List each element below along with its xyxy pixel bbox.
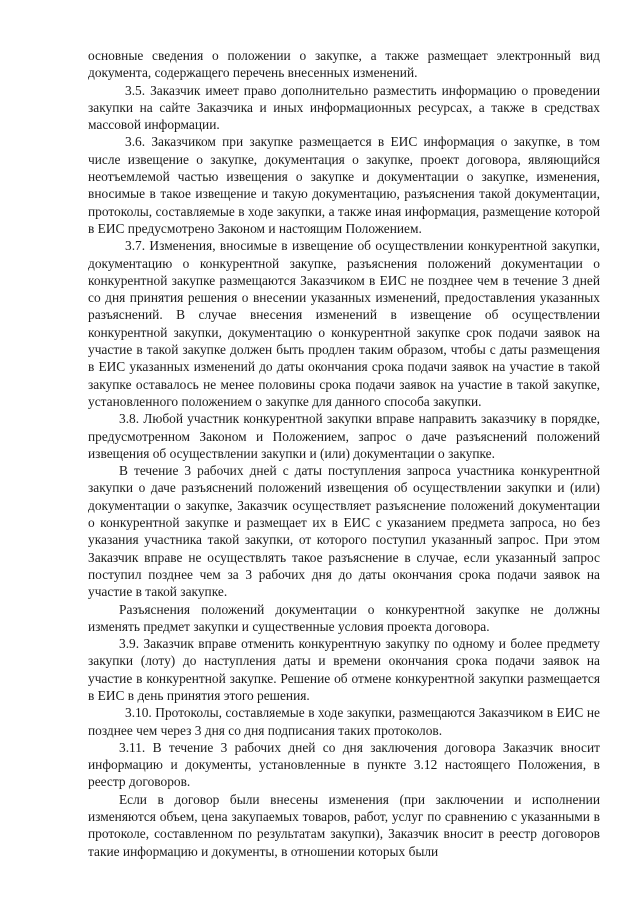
paragraph-contract-changes: Если в договор были внесены изменения (при заключении и исполнении изменяются объем, цена закупаемых товаров, работ, услуг по сравнению с указанными в протоколе, составленном по результатам закупки), Заказчик вносит в реестр договоров такие информацию и документы, в отношении которых были [88,791,600,859]
paragraph-3-7: 3.7. Изменения, вносимые в извещение об осуществлении конкурентной закупки, документацию о конкурентной закупке, разъяснения положений документации о конкурентной закупке размещаются Заказчиком в ЕИС не позднее чем в течение 3 дней со дня принятия решения о внесении указанных изменений, предоставления указанных разъяснений. В случае внесения изменений в извещение об осуществлении конкурентной закупки, документацию о конкурентной закупке срок подачи заявок на участие в такой закупке должен быть продлен таким образом, чтобы с даты размещения в ЕИС указанных изменений до даты окончания срока подачи заявок на участие в такой закупке оставалось не менее половины срока подачи заявок на участие в такой закупке, установленного положением о закупке для данного способа закупки. [88,238,600,409]
paragraph-3-8: 3.8. Любой участник конкурентной закупки вправе направить заказчику в порядке, предусмотренном Законом и Положением, запрос о даче разъяснений положений извещения об осуществлении закупки и (или) документации о закупке. [88,411,600,461]
paragraph-continuation: основные сведения о положении о закупке, а также размещает электронный вид документа, содержащего перечень внесенных изменений. [88,48,600,81]
paragraph-clarification-terms: В течение 3 рабочих дней с даты поступления запроса участника конкурентной закупки о даче разъяснений положений извещения об осуществлении закупки и (или) документации о закупке, Заказчик осуществляет разъяснение положений документации о конкурентной закупке и размещает их в ЕИС с указанием предмета запроса, но без указания участника такой закупки, от которого поступил указанный запрос. При этом Заказчик вправе не осуществлять такое разъяснение в случае, если указанный запрос поступил позднее чем за 3 рабочих дня до даты окончания срока подачи заявок на участие в такой закупке. [88,463,600,600]
paragraph-3-11: 3.11. В течение 3 рабочих дней со дня заключения договора Заказчик вносит информацию и документы, установленные в пункте 3.12 настоящего Положения, в реестр договоров. [88,739,600,790]
paragraph-3-9: 3.9. Заказчик вправе отменить конкурентную закупку по одному и более предмету закупки (лоту) до наступления даты и времени окончания срока подачи заявок на участие в конкурентной закупке. Решение об отмене конкурентной закупки размещается в ЕИС в день принятия этого решения. [88,636,600,703]
paragraph-3-10: 3.10. Протоколы, составляемые в ходе закупки, размещаются Заказчиком в ЕИС не позднее чем через 3 дня со дня подписания таких протоколов. [88,705,600,738]
paragraph-3-6: 3.6. Заказчиком при закупке размещается в ЕИС информация о закупке, в том числе извещение о закупке, документация о закупке, проект договора, являющийся неотъемлемой частью извещения о закупке и документации о закупке, изменения, вносимые в такое извещение и такую документацию, разъяснения такой документации, протоколы, составляемые в ходе закупки, а также иная информация, размещение которой в ЕИС предусмотрено Законом и настоящим Положением. [88,134,600,236]
document-body [88,47,600,860]
paragraph-clarification-limits: Разъяснения положений документации о конкурентной закупке не должны изменять предмет закупки и существенные условия проекта договора. [88,601,600,634]
paragraph-3-5: 3.5. Заказчик имеет право дополнительно разместить информацию о проведении закупки на сайте Заказчика и иных информационных ресурсах, а также в средствах массовой информации. [88,82,600,133]
